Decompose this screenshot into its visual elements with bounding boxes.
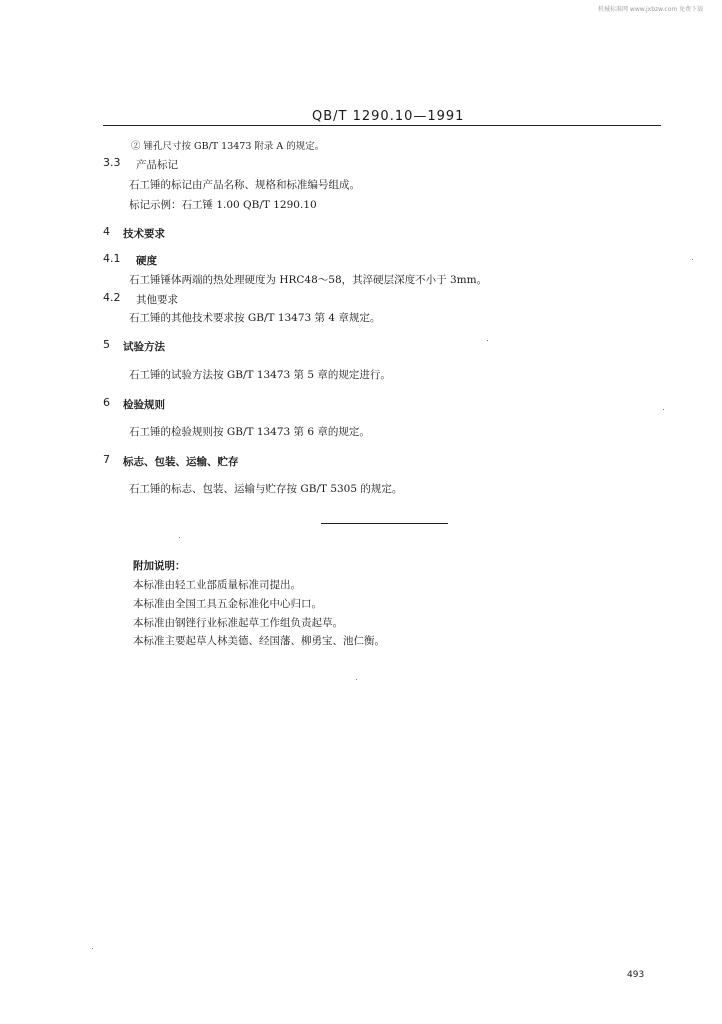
scan-speck: [356, 679, 357, 680]
note-2: ② 锤孔尺寸按 GB/T 13473 附录 A 的规定。: [131, 141, 325, 152]
additional-note-4: 本标准主要起草人林美德、经国藩、柳勇宝、池仁衡。: [133, 635, 385, 647]
scan-speck: [692, 259, 693, 260]
section-4-title: 技术要求: [123, 228, 165, 240]
section-4-number: 4: [103, 225, 110, 238]
watermark: 机械标准网 www.jxbzw.com 免费下载: [598, 6, 704, 13]
standard-number-header: QB/T 1290.10—1991: [312, 109, 465, 124]
section-4-2-line-1: 石工锤的其他技术要求按 GB/T 13473 第 4 章规定。: [129, 312, 381, 324]
section-5-line-1: 石工锤的试验方法按 GB/T 13473 第 5 章的规定进行。: [129, 369, 391, 381]
section-3-3-title: 产品标记: [136, 159, 178, 171]
section-7-number: 7: [103, 453, 110, 466]
section-3-3-number: 3.3: [103, 156, 121, 169]
section-4-1-title: 硬度: [136, 255, 157, 267]
scan-speck: [487, 340, 488, 341]
section-4-1-line-1: 石工锤锤体两端的热处理硬度为 HRC48～58，其淬硬层深度不小于 3mm。: [129, 274, 488, 286]
additional-note-2: 本标准由全国工具五金标准化中心归口。: [133, 598, 322, 610]
header-rule: [103, 125, 661, 126]
section-3-3-line-2: 标记示例：石工锤 1.00 QB/T 1290.10: [129, 199, 317, 211]
scan-speck: [663, 409, 664, 410]
section-4-1-number: 4.1: [103, 252, 121, 265]
additional-note-1: 本标准由轻工业部质量标准司提出。: [133, 579, 301, 591]
scan-speck: [179, 537, 180, 538]
section-4-2-number: 4.2: [103, 291, 121, 304]
section-7-line-1: 石工锤的标志、包装、运输与贮存按 GB/T 5305 的规定。: [129, 483, 403, 495]
end-rule: [321, 523, 448, 524]
section-4-2-title: 其他要求: [136, 294, 178, 306]
section-3-3-line-1: 石工锤的标记由产品名称、规格和标准编号组成。: [129, 179, 360, 191]
page-number: 493: [627, 970, 645, 980]
section-6-line-1: 石工锤的检验规则按 GB/T 13473 第 6 章的规定。: [129, 426, 370, 438]
additional-note-3: 本标准由钢锉行业标准起草工作组负责起草。: [133, 617, 343, 629]
additional-notes-title: 附加说明：: [133, 560, 186, 572]
scan-speck: [92, 948, 93, 949]
section-5-number: 5: [103, 338, 110, 351]
section-6-number: 6: [103, 396, 110, 409]
section-5-title: 试验方法: [123, 341, 165, 353]
section-6-title: 检验规则: [123, 399, 165, 411]
section-7-title: 标志、包装、运输、贮存: [123, 456, 239, 468]
